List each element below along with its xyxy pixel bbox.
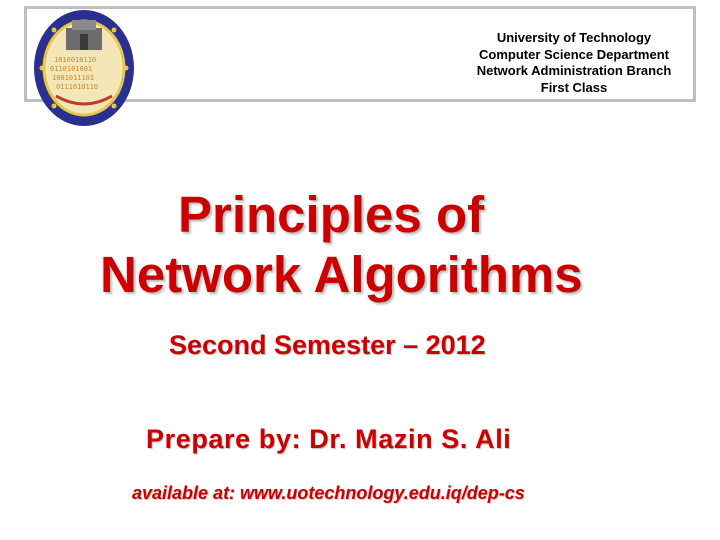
university-seal-icon bbox=[32, 8, 136, 128]
university-name: University of Technology bbox=[496, 30, 652, 45]
svg-text:0111010110: 0111010110 bbox=[56, 83, 99, 91]
semester-text: Second Semester – 2012 bbox=[169, 330, 486, 360]
svg-text:1001011101: 1001011101 bbox=[52, 74, 95, 82]
availability-text: available at: www.uotechnology.edu.iq/dep-cs bbox=[132, 483, 525, 503]
title-line-1: Principles of bbox=[178, 186, 485, 243]
title-line-2: Network Algorithms bbox=[100, 246, 583, 303]
svg-text:1010010110: 1010010110 bbox=[54, 56, 97, 64]
header-text-block bbox=[458, 30, 690, 96]
class-level: First Class bbox=[540, 79, 608, 95]
department-name: Computer Science Department bbox=[479, 46, 669, 62]
branch-name: Network Administration Branch bbox=[476, 63, 672, 78]
svg-text:0110101001: 0110101001 bbox=[50, 65, 93, 73]
author-text: Prepare by: Dr. Mazin S. Ali bbox=[146, 424, 512, 454]
